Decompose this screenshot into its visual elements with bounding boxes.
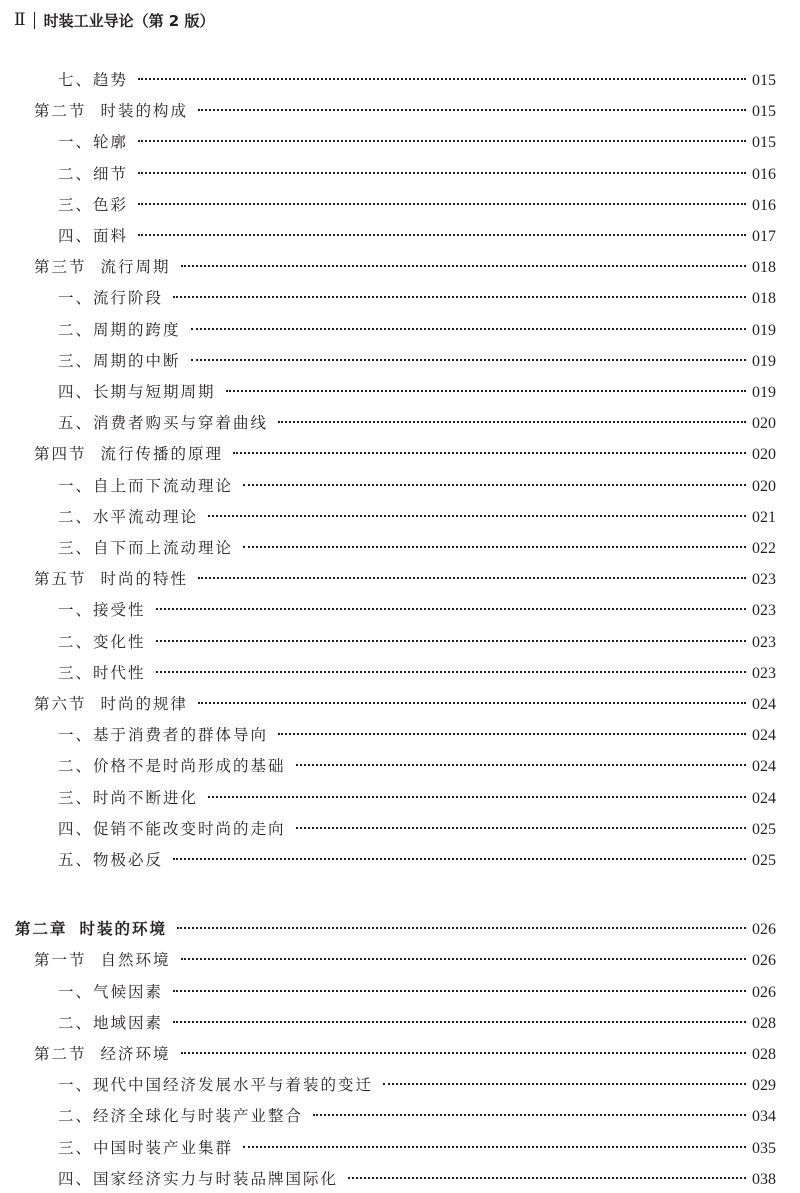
- toc-item[interactable]: [58, 161, 776, 187]
- toc-page-number: 018: [752, 259, 776, 277]
- toc-section[interactable]: [34, 98, 776, 124]
- dot-leader: [296, 764, 746, 766]
- page-number: Ⅱ: [14, 10, 26, 30]
- running-header: [14, 6, 214, 34]
- toc-item[interactable]: [58, 597, 776, 623]
- book-title: 时装工业导论（第 2 版）: [43, 11, 215, 30]
- dot-leader: [138, 234, 746, 236]
- toc-entry-title: 二、经济全球化与时装产业整合: [58, 1107, 304, 1126]
- dot-leader: [191, 359, 746, 361]
- dot-leader: [243, 546, 746, 548]
- section-title-text: 时尚的规律: [100, 695, 189, 713]
- toc-item[interactable]: [58, 979, 776, 1005]
- toc-entry-title: 三、时尚不断进化: [58, 788, 199, 807]
- toc-item[interactable]: [58, 1010, 776, 1036]
- section-number: 第三节: [34, 258, 87, 277]
- toc-page-number: 016: [752, 165, 776, 183]
- toc-page-number: 020: [752, 477, 776, 495]
- toc-page-number: 015: [752, 134, 776, 152]
- toc-item[interactable]: [58, 379, 776, 405]
- dot-leader: [191, 328, 746, 330]
- toc-entry-title: 五、物极必反: [58, 851, 164, 869]
- toc-page-number: 020: [752, 446, 776, 464]
- toc-entry-title: 二、细节: [58, 164, 129, 183]
- dot-leader: [198, 702, 746, 704]
- toc-item[interactable]: [58, 816, 776, 842]
- toc-page-number: 028: [752, 1014, 776, 1032]
- toc-item[interactable]: [58, 285, 776, 311]
- toc-page-number: 024: [752, 789, 776, 807]
- dot-leader: [208, 515, 746, 517]
- toc-item[interactable]: [58, 535, 776, 561]
- toc-page-number: 019: [752, 384, 776, 401]
- dot-leader: [233, 452, 746, 454]
- dot-leader: [181, 1052, 746, 1054]
- toc-entry-title: [34, 1041, 171, 1067]
- toc-entry-title: [34, 691, 188, 717]
- toc-entry-title: 二、变化性: [58, 632, 146, 651]
- toc-entry-title: [34, 441, 223, 467]
- dot-leader: [313, 1114, 746, 1116]
- header-divider: [34, 12, 35, 29]
- toc-item[interactable]: [58, 317, 776, 343]
- toc-entry-title: 一、气候因素: [58, 982, 164, 1001]
- toc-item[interactable]: [58, 129, 776, 155]
- toc-page-number: 035: [752, 1139, 776, 1157]
- dot-leader: [156, 671, 746, 673]
- dot-leader: [243, 484, 746, 486]
- toc-item[interactable]: [58, 847, 776, 873]
- toc-section[interactable]: [34, 947, 776, 973]
- toc-page-number: 026: [752, 983, 776, 1001]
- dot-leader: [243, 1146, 746, 1148]
- toc-page-number: 023: [752, 633, 776, 651]
- toc-entry-title: 三、中国时装产业集群: [58, 1138, 234, 1157]
- dot-leader: [198, 577, 746, 579]
- toc-page-number: 024: [752, 758, 776, 776]
- section-title-text: 流行周期: [100, 258, 171, 277]
- toc-entry-title: 四、促销不能改变时尚的走向: [58, 819, 286, 838]
- toc-entry-title: 五、消费者购买与穿着曲线: [58, 414, 269, 433]
- toc-entry-title: [34, 947, 171, 973]
- toc-item[interactable]: [58, 1103, 776, 1129]
- dot-leader: [348, 1177, 746, 1179]
- chapter-number: 第二章: [15, 920, 68, 939]
- toc-page-number: 022: [752, 540, 776, 557]
- toc-entry-title: 二、周期的跨度: [58, 320, 181, 339]
- dot-leader: [173, 1021, 746, 1023]
- toc-page-number: 015: [752, 72, 776, 89]
- toc-page-number: 023: [752, 571, 776, 589]
- toc-item[interactable]: [58, 192, 776, 218]
- toc-page-number: 034: [752, 1108, 776, 1126]
- toc-page-number: 019: [752, 321, 776, 339]
- toc-entry-title: 七、趋势: [58, 71, 129, 89]
- toc-entry-title: 四、长期与短期周期: [58, 383, 216, 401]
- toc-entry-title: 一、基于消费者的群体导向: [58, 726, 269, 745]
- toc-chapter[interactable]: [15, 916, 776, 942]
- toc-page-number: 023: [752, 602, 776, 620]
- toc-entry-title: 三、自下而上流动理论: [58, 539, 234, 557]
- toc-entry-title: [15, 916, 167, 942]
- chapter-title-text: 时装的环境: [79, 920, 168, 939]
- section-title-text: 流行传播的原理: [100, 445, 224, 464]
- dot-leader: [181, 265, 746, 267]
- toc-entry-title: 三、色彩: [58, 195, 129, 214]
- toc-item[interactable]: [58, 1135, 776, 1161]
- section-title-text: 时尚的特性: [100, 570, 189, 589]
- toc-item[interactable]: [58, 629, 776, 655]
- toc-entry-title: 三、周期的中断: [58, 351, 181, 370]
- toc-page-number: 015: [752, 103, 776, 121]
- dot-leader: [226, 390, 746, 392]
- toc-page-number: 020: [752, 415, 776, 433]
- toc-section[interactable]: [34, 1041, 776, 1067]
- section-number: 第二节: [34, 102, 87, 121]
- toc-page-number: 026: [752, 952, 776, 970]
- toc-item[interactable]: [58, 473, 776, 499]
- dot-leader: [156, 608, 746, 610]
- section-title-text: 时装的构成: [100, 102, 189, 121]
- toc-section[interactable]: [34, 691, 776, 717]
- dot-leader: [156, 640, 746, 642]
- toc-item[interactable]: [58, 348, 776, 374]
- toc-entry-title: 二、地域因素: [58, 1013, 164, 1032]
- section-title-text: 经济环境: [100, 1045, 171, 1063]
- toc-item[interactable]: [58, 660, 776, 686]
- dot-leader: [138, 78, 746, 80]
- toc-page-number: 019: [752, 352, 776, 370]
- dot-leader: [138, 140, 746, 142]
- toc-page-number: 024: [752, 696, 776, 713]
- toc-page-number: 029: [752, 1077, 776, 1095]
- toc-item[interactable]: [58, 785, 776, 811]
- toc-entry-title: 二、水平流动理论: [58, 507, 199, 526]
- dot-leader: [177, 927, 746, 929]
- toc-entry-title: [34, 566, 188, 592]
- toc-entry-title: 一、自上而下流动理论: [58, 476, 234, 495]
- toc-page-number: 025: [752, 852, 776, 869]
- section-number: 第四节: [34, 445, 87, 464]
- dot-leader: [138, 172, 746, 174]
- toc-entry-title: 一、流行阶段: [58, 289, 164, 308]
- toc-entry-title: 三、时代性: [58, 663, 146, 682]
- toc-page-number: 024: [752, 727, 776, 745]
- toc-item[interactable]: [58, 410, 776, 436]
- dot-leader: [181, 958, 746, 960]
- toc-entry-title: 一、轮廓: [58, 133, 129, 152]
- toc-section[interactable]: [34, 441, 776, 467]
- toc-entry-title: 四、国家经济实力与时装品牌国际化: [58, 1169, 339, 1188]
- dot-leader: [173, 858, 746, 860]
- toc-entry-title: [34, 254, 171, 280]
- toc-item[interactable]: [58, 722, 776, 748]
- toc-entry-title: 一、现代中国经济发展水平与着装的变迁: [58, 1076, 374, 1095]
- toc-page-number: 026: [752, 921, 776, 939]
- section-number: 第一节: [34, 951, 87, 970]
- dot-leader: [173, 296, 746, 298]
- dot-leader: [198, 109, 746, 111]
- section-number: 第六节: [34, 695, 87, 713]
- toc-page-number: 038: [752, 1170, 776, 1188]
- toc-item[interactable]: [58, 1072, 776, 1098]
- dot-leader: [296, 827, 746, 829]
- toc-page-number: 023: [752, 664, 776, 682]
- toc-page-number: 025: [752, 820, 776, 838]
- toc-page-number: 017: [752, 228, 776, 245]
- toc-item[interactable]: [58, 504, 776, 530]
- dot-leader: [278, 421, 746, 423]
- section-number: 第二节: [34, 1045, 87, 1063]
- toc-item[interactable]: [58, 223, 776, 249]
- dot-leader: [208, 796, 746, 798]
- toc-section[interactable]: [34, 254, 776, 280]
- toc-item[interactable]: [58, 753, 776, 779]
- toc-item[interactable]: [58, 67, 776, 93]
- toc-entry-title: 四、面料: [58, 227, 129, 245]
- dot-leader: [383, 1083, 746, 1085]
- toc-entry-title: 一、接受性: [58, 601, 146, 620]
- toc-entry-title: 二、价格不是时尚形成的基础: [58, 757, 286, 776]
- toc-item[interactable]: [58, 1166, 776, 1192]
- toc-section[interactable]: [34, 566, 776, 592]
- section-title-text: 自然环境: [100, 951, 171, 970]
- toc-page-number: 018: [752, 290, 776, 308]
- dot-leader: [138, 203, 746, 205]
- toc-page-number: 016: [752, 196, 776, 214]
- dot-leader: [278, 733, 746, 735]
- section-number: 第五节: [34, 570, 87, 589]
- toc-entry-title: [34, 98, 188, 124]
- toc-page-number: 021: [752, 508, 776, 526]
- toc-page-number: 028: [752, 1046, 776, 1063]
- dot-leader: [173, 990, 746, 992]
